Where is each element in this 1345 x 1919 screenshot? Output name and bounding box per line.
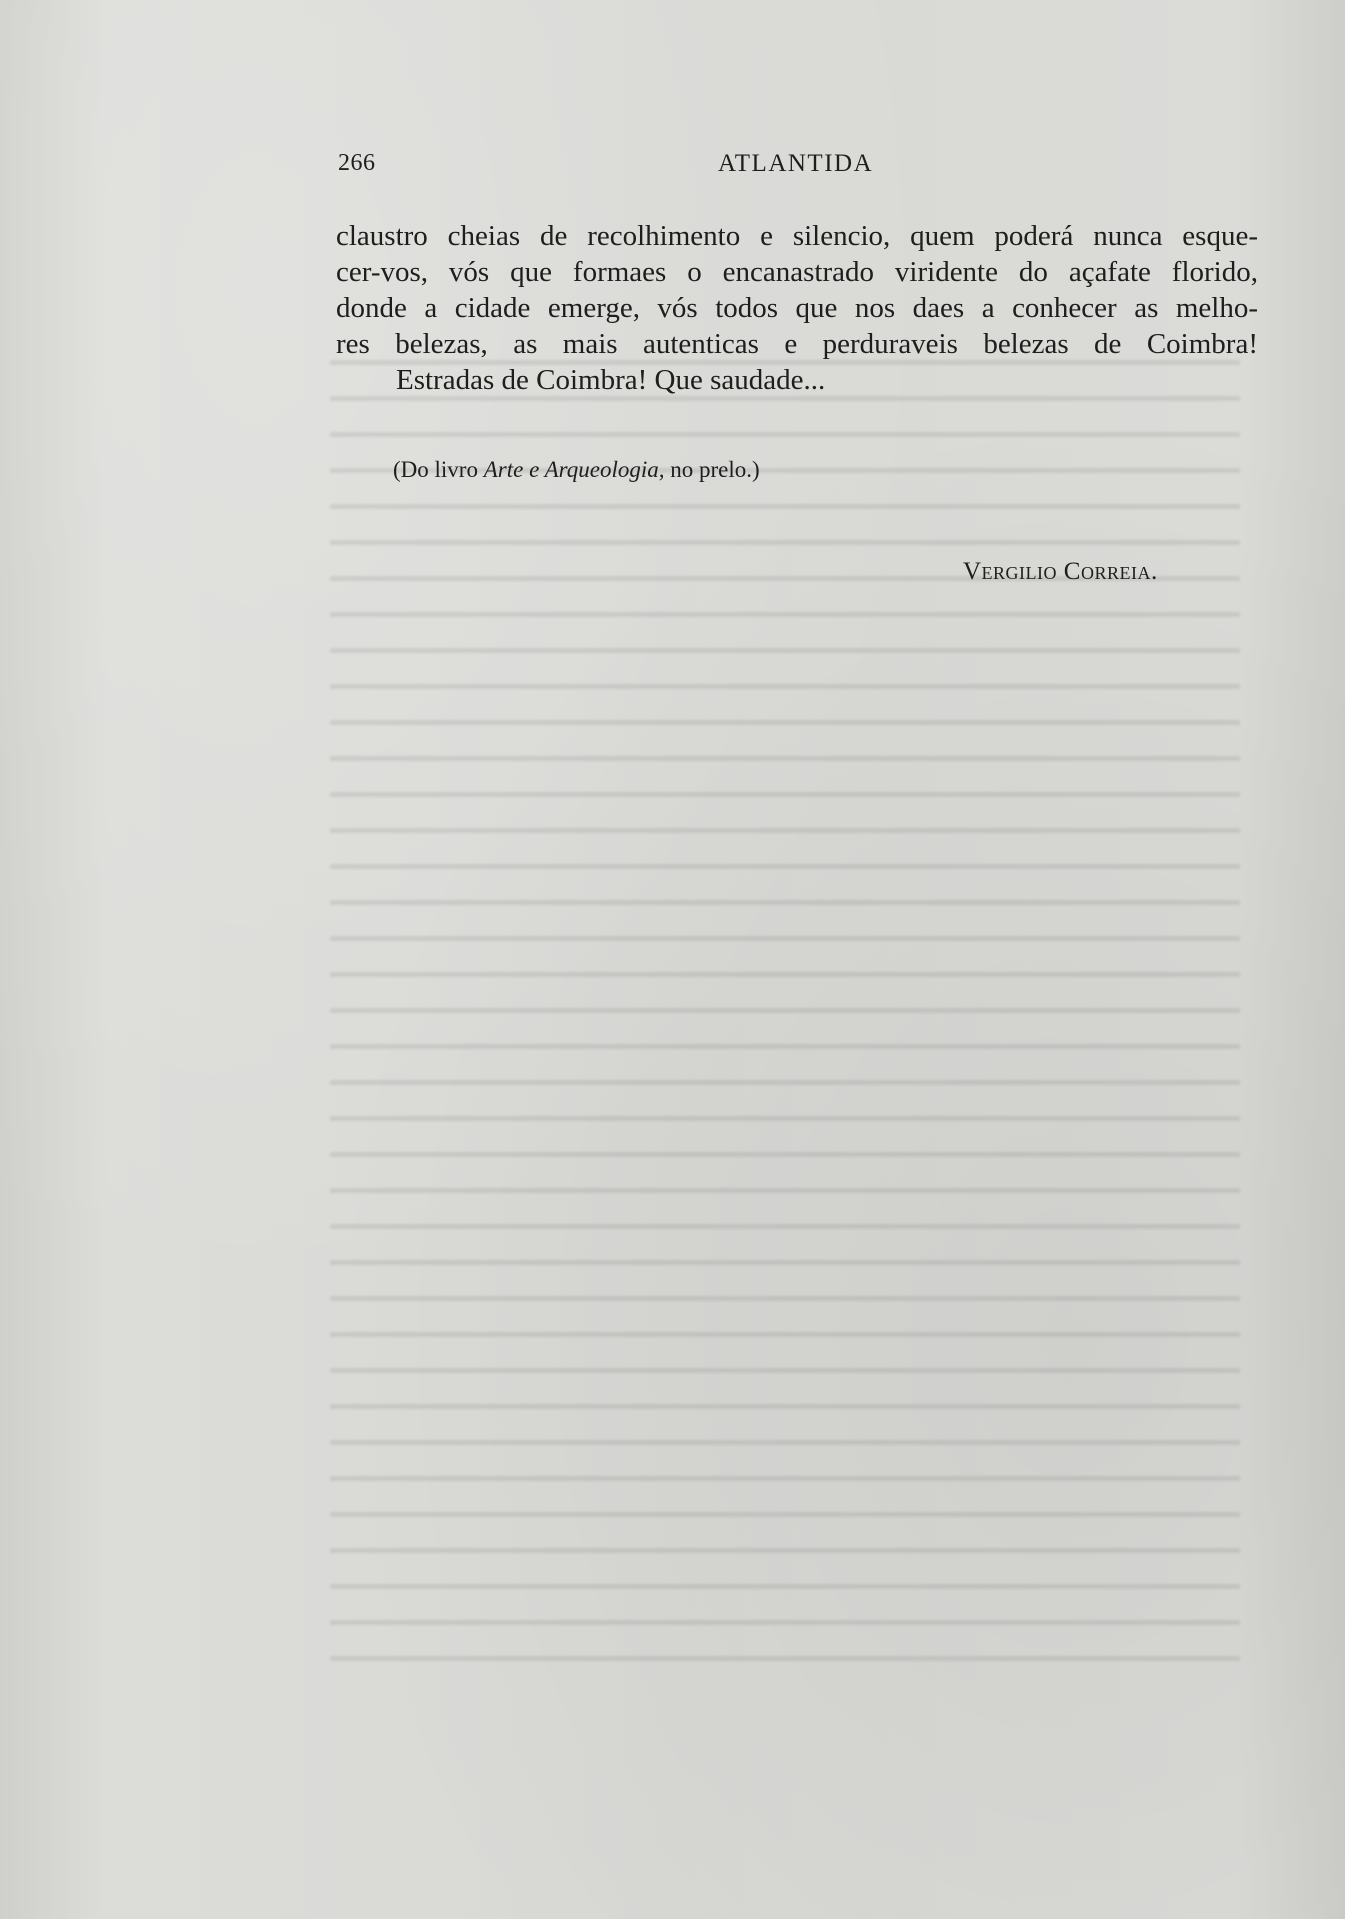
author-signature: Vergilio Correia. bbox=[963, 558, 1158, 585]
source-note-suffix: no prelo.) bbox=[664, 457, 760, 482]
book-title: Arte e Arqueologia, bbox=[483, 457, 665, 482]
body-line: res belezas, as mais autenticas e perduraveis belezas de Coimbra! bbox=[336, 328, 1258, 360]
body-line: cer-vos, vós que formaes o encanastrado viridente do açafate florido, bbox=[336, 256, 1258, 288]
source-note bbox=[393, 457, 760, 483]
page-number: 266 bbox=[338, 150, 376, 176]
body-line: claustro cheias de recolhimento e silencio, quem poderá nunca esque- bbox=[336, 220, 1258, 252]
bleed-through-texture bbox=[330, 340, 1240, 1680]
body-line: donde a cidade emerge, vós todos que nos daes a conhecer as melho- bbox=[336, 292, 1258, 324]
body-paragraph bbox=[336, 218, 1258, 398]
body-line: Estradas de Coimbra! Que saudade... bbox=[396, 364, 826, 396]
running-title: ATLANTIDA bbox=[718, 150, 874, 177]
source-note-prefix: (Do livro bbox=[393, 457, 484, 482]
